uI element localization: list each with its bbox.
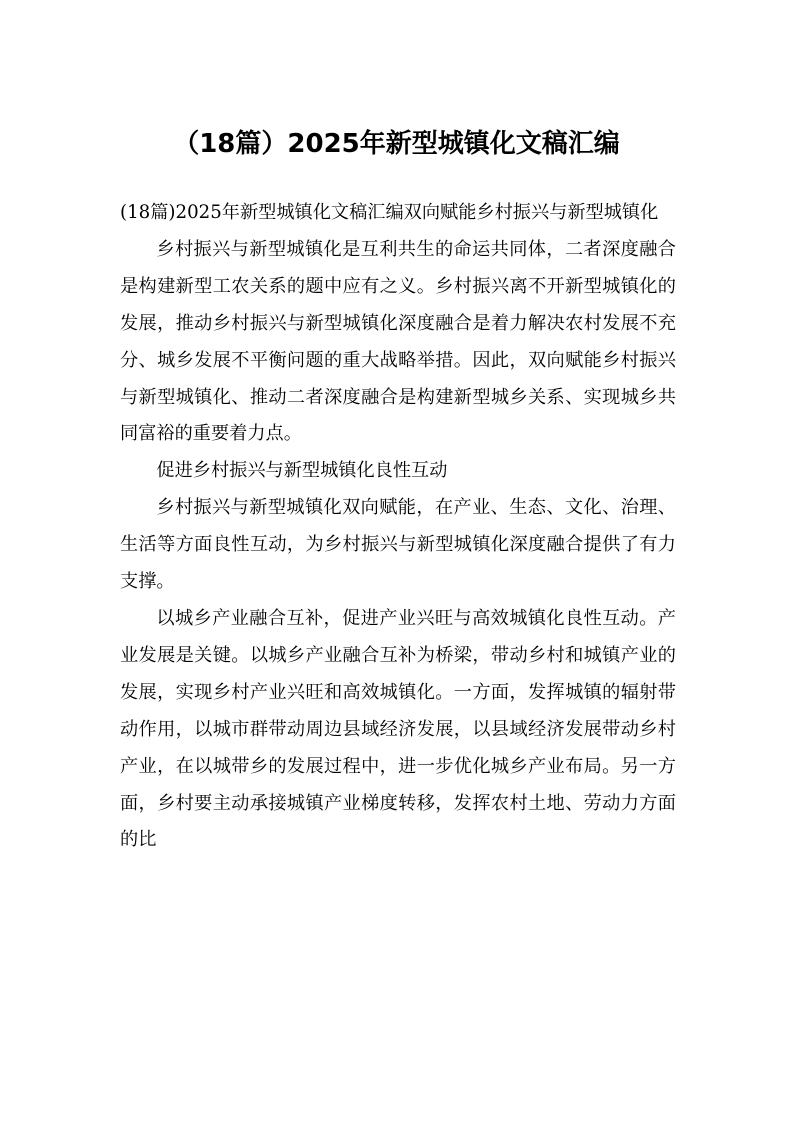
document-paragraph: (18篇)2025年新型城镇化文稿汇编双向赋能乡村振兴与新型城镇化	[120, 202, 659, 223]
document-body	[120, 195, 676, 859]
document-paragraph: 乡村振兴与新型城镇化是互利共生的命运共同体，二者深度融合是构建新型工农关系的题中应有之义。乡村振兴离不开新型城镇化的发展，推动乡村振兴与新型城镇化深度融合是着力解决农村发展不充分、城乡发展不平衡问题的重大战略举措。因此，双向赋能乡村振兴与新型城镇化、推动二者深度融合是构建新型城乡关系、实现城乡共同富裕的重要着力点。	[120, 238, 676, 445]
document-title: （18篇）2025年新型城镇化文稿汇编	[173, 129, 620, 159]
document-paragraph: 以城乡产业融合互补，促进产业兴旺与高效城镇化良性互动。产业发展是关键。以城乡产业融合互补为桥梁，带动乡村和城镇产业的发展，实现乡村产业兴旺和高效城镇化。一方面，发挥城镇的辐射带动作用，以城市群带动周边县域经济发展，以县域经济发展带动乡村产业，在以城带乡的发展过程中，进一步优化城乡产业布局。另一方面，乡村要主动承接城镇产业梯度转移，发挥农村土地、劳动力方面的比	[120, 607, 676, 851]
document-paragraph: 促进乡村振兴与新型城镇化良性互动	[156, 460, 448, 482]
document-paragraph: 乡村振兴与新型城镇化双向赋能，在产业、生态、文化、治理、生活等方面良性互动，为乡村振兴与新型城镇化深度融合提供了有力支撑。	[120, 497, 676, 593]
